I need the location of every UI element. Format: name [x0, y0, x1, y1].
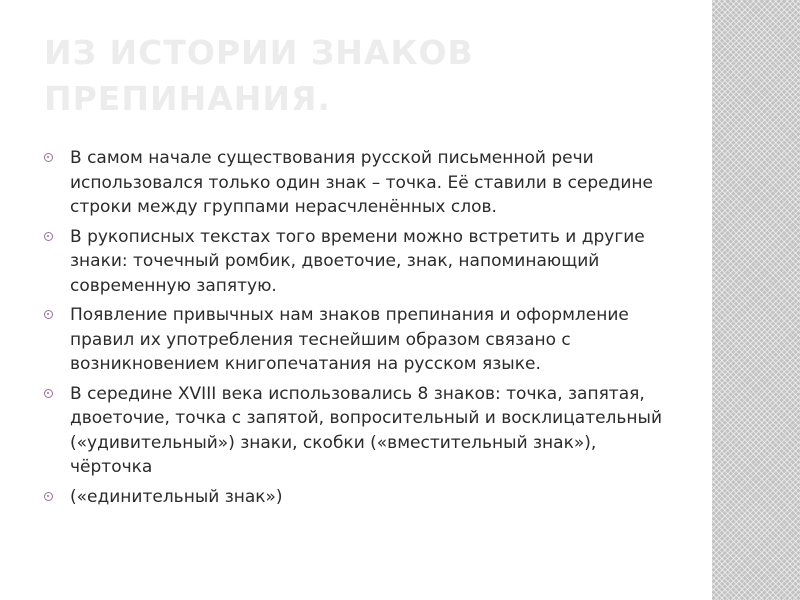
list-item [44, 485, 674, 510]
decorative-sidebar [712, 0, 800, 600]
circle-bullet-icon [44, 389, 53, 398]
bullet-text: Появление привычных нам знаков препинания и оформление правил их употребления теснейшим образом связано с возникновением книгопечатания на русском языке. [70, 305, 629, 374]
bullet-text: В середине XVIII века использовались 8 знаков: точка, запятая, двоеточие, точка с запятой, вопросительный и восклицательный («удивительный») знаки, скобки («вместительный знак»), чёрточка [70, 383, 663, 477]
circle-bullet-icon [44, 153, 53, 162]
bullet-text: В самом начале существования русской письменной речи использовался только один знак – точка. Её ставили в середине строки между группами нерасчленённых слов. [70, 148, 653, 217]
circle-bullet-icon [44, 310, 53, 319]
bullet-text: («единительный знак») [70, 486, 283, 507]
list-item [44, 303, 674, 377]
slide-title: ИЗ ИСТОРИИ ЗНАКОВ ПРЕПИНАНИЯ. [44, 33, 474, 118]
list-item [44, 225, 674, 299]
list-item [44, 382, 674, 480]
bullet-text: В рукописных текстах того времени можно встретить и другие знаки: точечный ромбик, двоеточие, знак, напоминающий современную запятую. [70, 226, 645, 296]
list-item [44, 146, 674, 220]
circle-bullet-icon [44, 232, 53, 241]
circle-bullet-icon [44, 492, 53, 501]
bullet-list [44, 146, 674, 514]
